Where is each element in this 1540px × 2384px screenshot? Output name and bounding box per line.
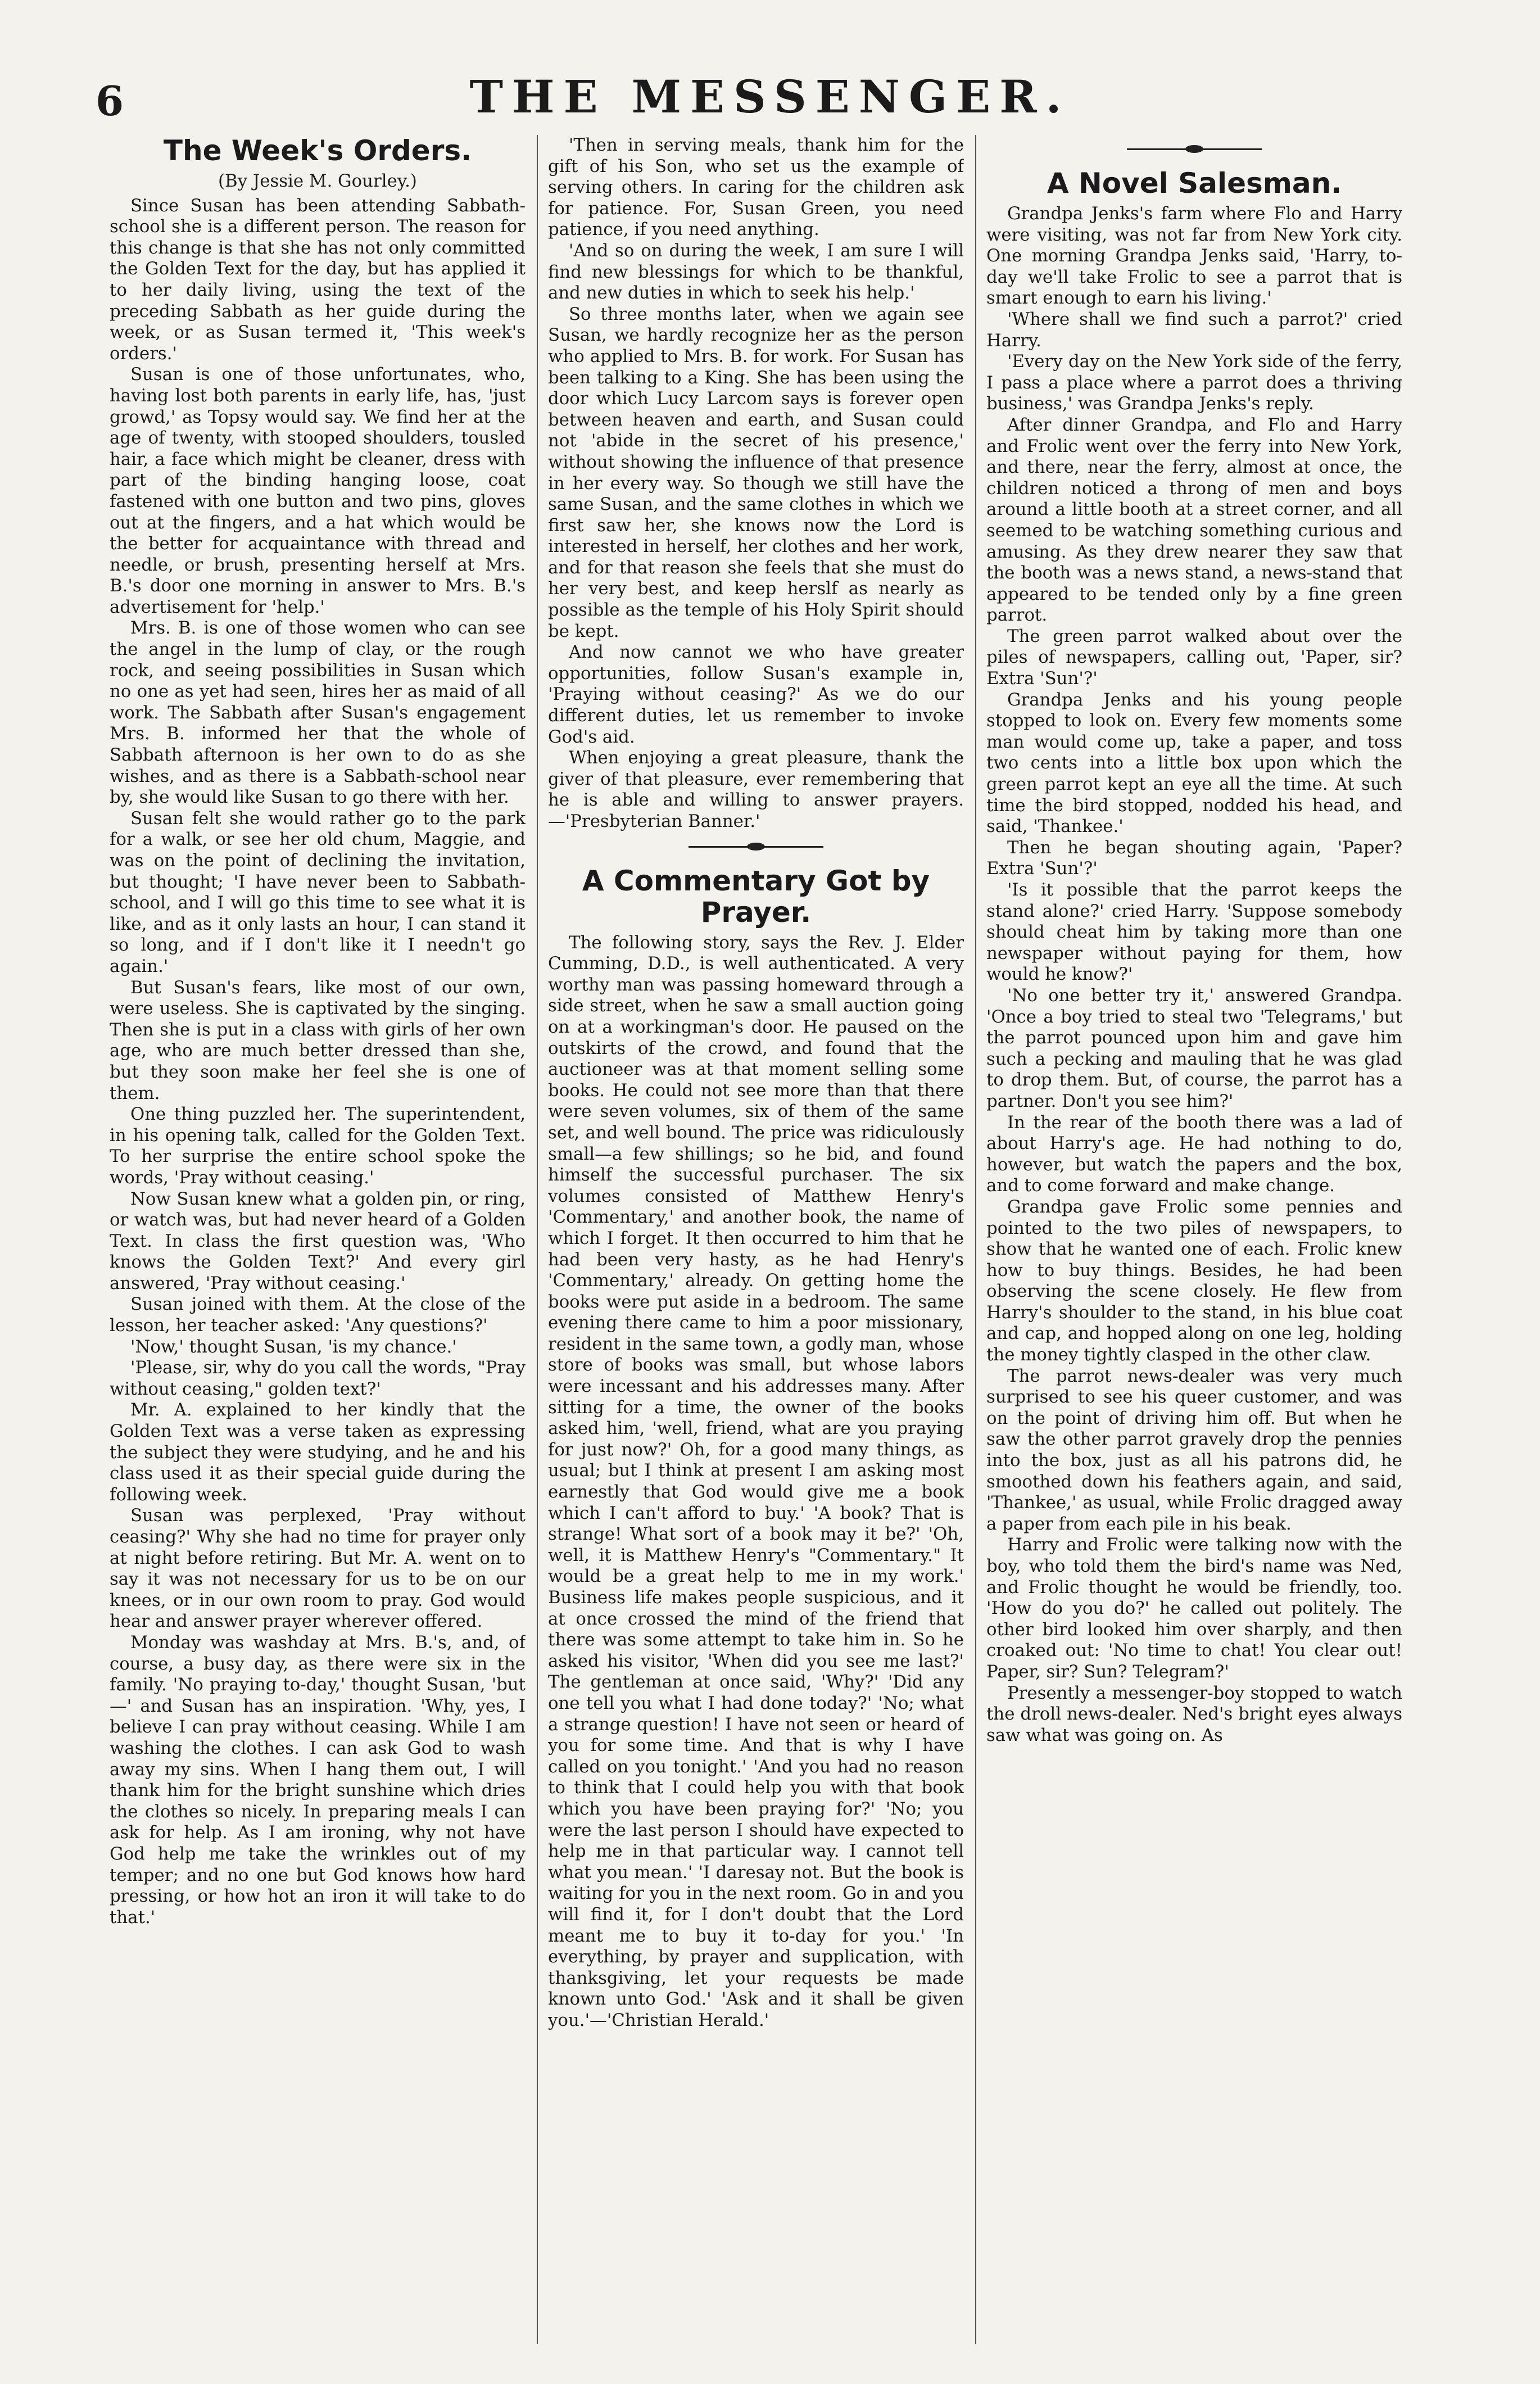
article-paragraph: 'Is it possible that the parrot keeps the stand alone?' cried Harry. 'Suppose somebody should cheat him by taking more than one newspaper without paying for them, how would he know?' [986, 880, 1402, 985]
column-rule [975, 135, 976, 2344]
column-2 [548, 135, 964, 2355]
article-paragraph: Since Susan has been attending Sabbath-school she is a different person. The reason for this change is that she has not only committed the Golden Text for the day, but has applied it to her daily living, using the text of the preceding Sabbath as her guide during the week, or as Susan termed it, 'This week's orders.' [110, 195, 526, 364]
article-paragraph: Monday was washday at Mrs. B.'s, and, of course, a busy day, as there were six in the family. 'No praying to-day,' thought Susan, 'but —' and Susan has an inspiration. 'Why, yes, I believe I can pray without ceasing. While I am washing the clothes. I can ask God to wash away my sins. When I hang them out, I will thank him for the bright sunshine which dries the clothes so nicely. In preparing meals I can ask for help. As I am ironing, why not have God help me take the wrinkles out of my temper; and no one but God knows how hard pressing, or how hot an iron it will take to do that.' [110, 1632, 526, 1928]
column-3 [986, 135, 1402, 2355]
article-paragraph: The green parrot walked about over the piles of newspapers, calling out, 'Paper, sir? Extra 'Sun'?' [986, 626, 1402, 689]
article-paragraph: 'No one better try it,' answered Grandpa. 'Once a boy tried to steal two 'Telegrams,' but the parrot pounced upon him and gave him such a pecking and mauling that he was glad to drop them. But, of course, the parrot has a partner. Don't you see him?' [986, 985, 1402, 1111]
article-paragraph: Presently a messenger-boy stopped to watch the droll news-dealer. Ned's bright eyes always saw what was going on. As [986, 1682, 1402, 1745]
article-paragraph: Susan is one of those unfortunates, who, having lost both parents in early life, has, 'just growd,' as Topsy would say. We find her at the age of twenty, with stooped shoulders, tousled hair, a face which might be cleaner, dress with part of the binding hanging loose, coat fastened with one button and two pins, gloves out at the fingers, and a hat which would be the better for acquaintance with thread and needle, or brush, presenting herself at Mrs. B.'s door one morning in answer to Mrs. B.'s advertisement for 'help.' [110, 364, 526, 617]
article-paragraph: But Susan's fears, like most of our own, were useless. She is captivated by the singing. Then she is put in a class with girls of her own age, who are much better dressed than she, but they soon make her feel she is one of them. [110, 977, 526, 1103]
article-title: A Novel Salesman. [1047, 167, 1342, 200]
article-paragraph: One thing puzzled her. The superintendent, in his opening talk, called for the Golden Text. To her surprise the entire school spoke the words, 'Pray without ceasing.' [110, 1104, 526, 1188]
article-paragraph: Grandpa Jenks's farm where Flo and Harry were visiting, was not far from New York city. One morning Grandpa Jenks said, 'Harry, to-day we'll take Frolic to see a parrot that is smart enough to earn his living.' [986, 203, 1402, 309]
article-paragraph: 'Now,' thought Susan, 'is my chance.' [130, 1336, 457, 1357]
article-title: A Commentary Got by Prayer. [582, 864, 930, 929]
article-paragraph: 'Please, sir, why do you call the words, "Pray without ceasing," golden text?' [110, 1358, 526, 1399]
article-title: The Week's Orders. [163, 135, 472, 167]
article-paragraph: 'Every day on the New York side of the ferry, I pass a place where a parrot does a thriving business,' was Grandpa Jenks's reply. [986, 351, 1402, 414]
article-paragraph: Grandpa Jenks and his young people stopped to look on. Every few moments some man would come up, take a paper, and toss two cents into a little box upon which the green parrot kept an eye all the time. At such time the bird stopped, nodded his head, and said, 'Thankee.' [986, 689, 1402, 837]
ornamental-separator [689, 838, 823, 855]
column-rule [537, 135, 538, 2344]
article-paragraph: Susan was perplexed, 'Pray without ceasing?' Why she had no time for prayer only at night before retiring. But Mr. A. went on to say it was not necessary for us to be on our knees, or in our own room to pray. God would hear and answer prayer wherever offered. [110, 1505, 526, 1632]
article-paragraph: 'Then in serving meals, thank him for the gift of his Son, who set us the example of serving others. In caring for the children ask for patience. For, Susan Green, you need patience, if you need anything. [548, 135, 964, 240]
article-paragraph: Then he began shouting again, 'Paper? Extra 'Sun'?' [986, 837, 1402, 879]
article-paragraph: 'Where shall we find such a parrot?' cried Harry. [986, 309, 1402, 351]
article-paragraph: In the rear of the booth there was a lad of about Harry's age. He had nothing to do, however, but watch the papers and the box, and to come forward and make change. [986, 1112, 1402, 1196]
article-paragraph: The following story, says the Rev. J. Elder Cumming, D.D., is well authenticated. A very worthy man was passing homeward through a side street, when he saw a small auction going on at a workingman's door. He paused on the outskirts of the crowd, and found that the auctioneer was at that moment selling some books. He could not see more than that there were seven volumes, six of them of the same set, and well bound. The price was ridiculously small—a few shillings; so he bid, and found himself the successful purchaser. The six volumes consisted of Matthew Henry's 'Commentary,' and another book, the name of which I forget. It then occurred to him that he had been very hasty, as he had Henry's 'Commentary,' already. On getting home the books were put aside in a bedroom. The same evening there came to him a poor missionary, resident in the same town, a godly man, whose store of books was small, but whose labors were incessant and his addresses many. After sitting for a time, the owner of the books asked him, 'well, friend, what are you praying for just now?' Oh, for a good many things, as usual; but I think at present I am asking most earnestly that God would give me a book which I can't afford to buy.' 'A book? That is strange! What sort of a book may it be?' 'Oh, well, it is Matthew Henry's "Commentary." It would be a great help to me in my work.' Business life makes people suspicious, and it at once crossed the mind of the friend that there was some attempt to take him in. So he asked his visitor, 'When did you see me last?' The gentleman at once said, 'Why?' 'Did any one tell you what I had done today?' 'No; what a strange question! I have not seen or heard of you for some time. And that is why I have called on you tonight.' 'And you had no reason to think that I could help you with that book which you have been praying for?' 'No; you were the last person I should have expected to help me in that particular way. I cannot tell what you mean.' 'I daresay not. But the book is waiting for you in the next room. Go in and you will find it, for I don't doubt that the Lord meant me to buy it to-day for you.' 'In everything, by prayer and supplication, with thanksgiving, let your requests be made known unto God.' 'Ask and it shall be given you.'—'Christian Herald.' [548, 932, 964, 2030]
article-paragraph: When enjoying a great pleasure, thank the giver of that pleasure, ever remembering that he is able and willing to answer prayers.—'Presbyterian Banner.' [548, 748, 964, 831]
article-paragraph: And now cannot we who have greater opportunities, follow Susan's example in, 'Praying without ceasing?' As we do our different duties, let us remember to invoke God's aid. [548, 642, 964, 747]
article-paragraph: Grandpa gave Frolic some pennies and pointed to the two piles of newspapers, to show that he wanted one of each. Frolic knew how to buy things. Besides, he had been observing the scene closely. He flew from Harry's shoulder to the stand, in his blue coat and cap, and hopped along on one leg, holding the money tightly clasped in the other claw. [986, 1196, 1402, 1365]
article-paragraph: So three months later, when we again see Susan, we hardly recognize her as the person who applied to Mrs. B. for work. For Susan has been talking to a King. She has been using the door which Lucy Larcom says is forever open between heaven and earth, and Susan could not 'abide in the secret of his presence,' without showing the influence of that presence in her every way. So though we still have the same Susan, and the same clothes in which we first saw her, she knows now the Lord is interested in herself, her clothes and her work, and for that reason she feels that she must do her very best, and keep herslf as nearly as possible as the temple of his Holy Spirit should be kept. [548, 304, 964, 641]
article-paragraph: Susan joined with them. At the close of the lesson, her teacher asked: 'Any questions?' [110, 1294, 526, 1336]
column-1 [110, 135, 526, 2355]
article-paragraph: Mr. A. explained to her kindly that the Golden Text was a verse taken as expressing the subject they were studying, and he and his class used it as their special guide during the following week. [110, 1400, 526, 1505]
article-paragraph: 'And so on during the week, I am sure I will find new blessings for which to be thankful, and new duties in which to seek his help.' [548, 240, 964, 304]
article-paragraph: The parrot news-dealer was very much surprised to see his queer customer, and was on the point of driving him off. But when he saw the other parrot gravely drop the pennies into the box, just as all his patrons did, he smoothed down his feathers again, and said, 'Thankee,' as usual, while Frolic dragged away a paper from each pile in his beak. [986, 1365, 1402, 1534]
article-paragraph: Harry and Frolic were talking now with the boy, who told them the bird's name was Ned, and Frolic thought he would be friendly, too. 'How do you do?' he called out politely. The other bird looked him over sharply, and then croaked out: 'No time to chat! You clear out! Paper, sir? Sun? Telegram?' [986, 1535, 1402, 1682]
article-paragraph: After dinner Grandpa, and Flo and Harry and Frolic went over the ferry into New York, and there, near the ferry, almost at once, the children noticed a throng of men and boys around a little booth at a street corner, and all seemed to be watching something curious and amusing. As they drew nearer they saw that the booth was a news stand, a news-stand that appeared to be tended only by a fine green parrot. [986, 414, 1402, 626]
paper-title: THE MESSENGER. [469, 70, 1071, 123]
article-byline: (By Jessie M. Gourley.) [218, 171, 417, 191]
article-paragraph: Mrs. B. is one of those women who can see the angel in the lump of clay, or the rough rock, and seeing possibilities in Susan which no one as yet had seen, hires her as maid of all work. The Sabbath after Susan's engagement Mrs. B. informed her that the whole of Sabbath afternoon is her own to do as she wishes, and as there is a Sabbath-school near by, she would like Susan to go there with her. [110, 618, 526, 808]
ornamental-separator [1127, 141, 1262, 157]
article-paragraph: Susan felt she would rather go to the park for a walk, or see her old chum, Maggie, and was on the point of declining the invitation, but thought; 'I have never been to Sabbath-school, and I will go this time to see what it is like, and as it only lasts an hour, I can stand it so long, and if I don't like it I needn't go again.' [110, 808, 526, 976]
article-paragraph: Now Susan knew what a golden pin, or ring, or watch was, but had never heard of a Golden Text. In class the first question was, 'Who knows the Golden Text?' And every girl answered, 'Pray without ceasing.' [110, 1188, 526, 1293]
masthead [84, 70, 1456, 132]
page-number: 6 [96, 77, 124, 125]
